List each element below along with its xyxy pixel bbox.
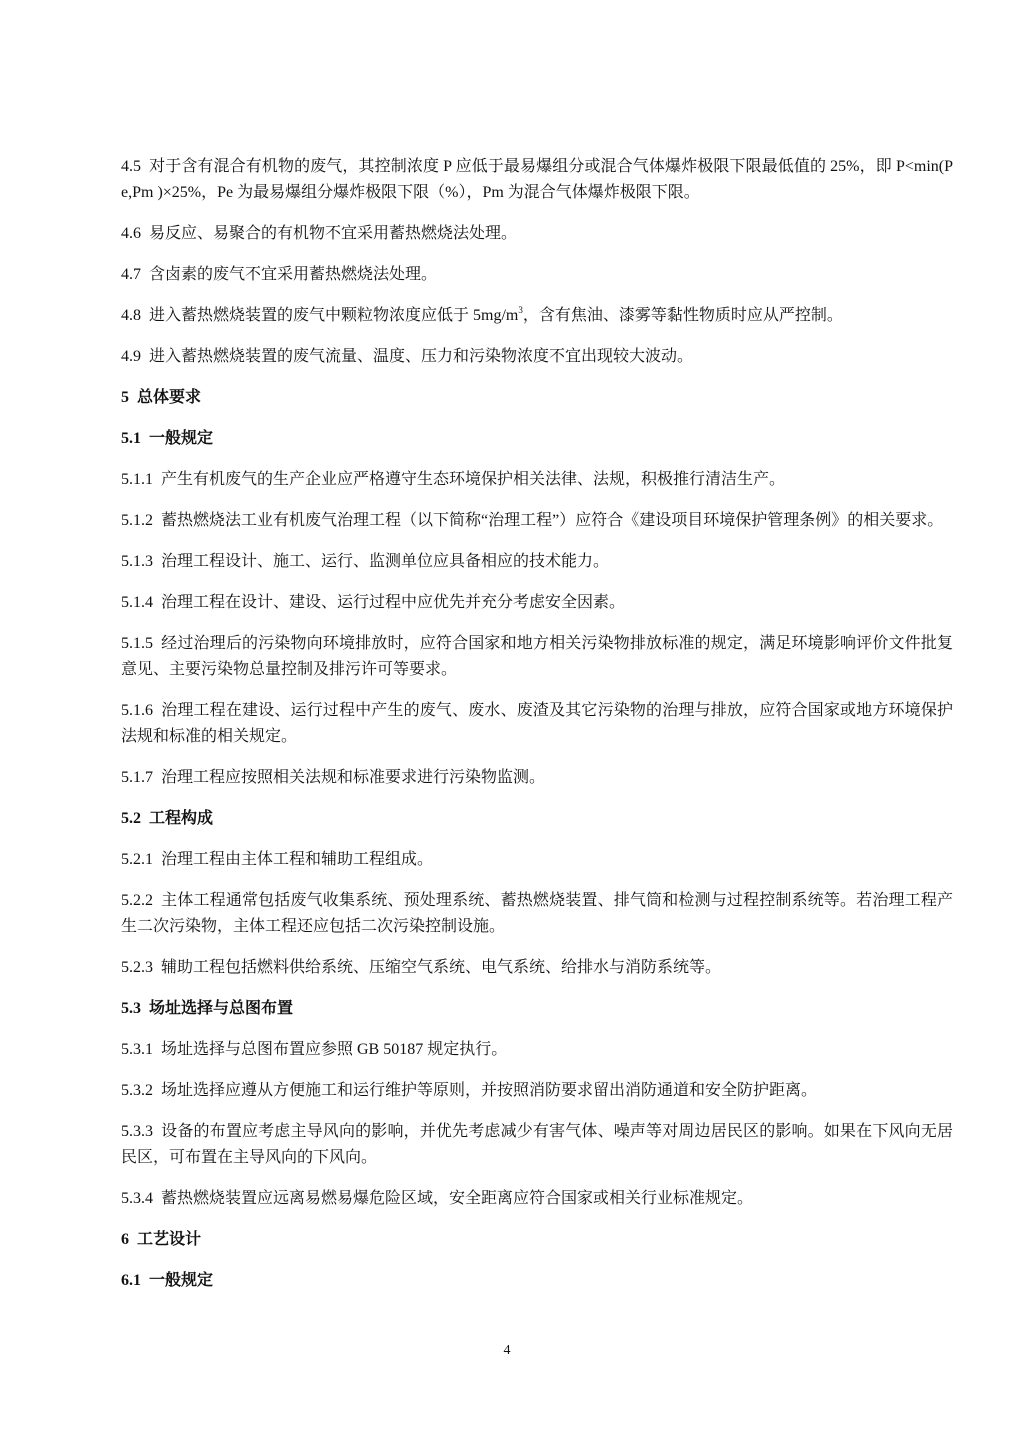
clause-text: 辅助工程包括燃料供给系统、压缩空气系统、电气系统、给排水与消防系统等。 bbox=[161, 959, 722, 976]
section-title: 场址选择与总图布置 bbox=[149, 1000, 294, 1017]
clause-text: 治理工程在建设、运行过程中产生的废气、废水、废渣及其它污染物的治理与排放，应符合国家或地方环境保护法规和标准的相关规定。 bbox=[121, 702, 953, 745]
section-heading-6-1 bbox=[121, 1268, 953, 1294]
clause-5-3-3 bbox=[121, 1119, 953, 1171]
section-number: 5 bbox=[121, 389, 129, 406]
clause-number: 5.1.1 bbox=[121, 471, 153, 488]
clause-text: 经过治理后的污染物向环境排放时，应符合国家和地方相关污染物排放标准的规定，满足环境影响评价文件批复意见、主要污染物总量控制及排污许可等要求。 bbox=[121, 635, 953, 678]
clause-number: 5.1.4 bbox=[121, 594, 153, 611]
clause-text: 进入蓄热燃烧装置的废气流量、温度、压力和污染物浓度不宜出现较大波动。 bbox=[149, 348, 694, 365]
document-body bbox=[121, 154, 953, 1294]
clause-text: 易反应、易聚合的有机物不宜采用蓄热燃烧法处理。 bbox=[149, 225, 518, 242]
clause-number: 5.2.2 bbox=[121, 892, 153, 909]
clause-text: 设备的布置应考虑主导风向的影响，并优先考虑减少有害气体、噪声等对周边居民区的影响。如果在下风向无居民区，可布置在主导风向的下风向。 bbox=[121, 1123, 953, 1166]
clause-number: 5.2.3 bbox=[121, 959, 153, 976]
section-heading-5-1 bbox=[121, 426, 953, 452]
clause-number: 5.2.1 bbox=[121, 851, 153, 868]
clause-5-1-7 bbox=[121, 765, 953, 791]
clause-5-1-3 bbox=[121, 549, 953, 575]
section-heading-5 bbox=[121, 385, 953, 411]
section-number: 5.2 bbox=[121, 810, 141, 827]
clause-number: 4.8 bbox=[121, 307, 141, 324]
clause-text: 主体工程通常包括废气收集系统、预处理系统、蓄热燃烧装置、排气筒和检测与过程控制系统等。若治理工程产生二次污染物，主体工程还应包括二次污染控制设施。 bbox=[121, 892, 953, 935]
section-title: 工程构成 bbox=[149, 810, 214, 827]
clause-5-3-4 bbox=[121, 1186, 953, 1212]
clause-number: 5.1.7 bbox=[121, 769, 153, 786]
clause-number: 4.5 bbox=[121, 158, 141, 175]
clause-text: 场址选择应遵从方便施工和运行维护等原则，并按照消防要求留出消防通道和安全防护距离。 bbox=[161, 1082, 818, 1099]
clause-5-2-3 bbox=[121, 955, 953, 981]
section-number: 6 bbox=[121, 1231, 129, 1248]
clause-5-3-2 bbox=[121, 1078, 953, 1104]
clause-4-7 bbox=[121, 262, 953, 288]
clause-text: 蓄热燃烧法工业有机废气治理工程（以下简称“治理工程”）应符合《建设项目环境保护管理条例》的相关要求。 bbox=[161, 512, 944, 529]
clause-5-3-1 bbox=[121, 1037, 953, 1063]
clause-text: 含卤素的废气不宜采用蓄热燃烧法处理。 bbox=[149, 266, 438, 283]
clause-number: 5.3.3 bbox=[121, 1123, 153, 1140]
clause-4-8 bbox=[121, 303, 953, 329]
clause-text: 场址选择与总图布置应参照 GB 50187 规定执行。 bbox=[161, 1041, 508, 1058]
section-number: 6.1 bbox=[121, 1272, 141, 1289]
clause-5-1-1 bbox=[121, 467, 953, 493]
superscript-exponent: 3 bbox=[518, 305, 523, 315]
section-number: 5.3 bbox=[121, 1000, 141, 1017]
clause-number: 5.1.5 bbox=[121, 635, 153, 652]
clause-text: 治理工程设计、施工、运行、监测单位应具备相应的技术能力。 bbox=[161, 553, 610, 570]
section-heading-5-2 bbox=[121, 806, 953, 832]
clause-4-6 bbox=[121, 221, 953, 247]
clause-number: 5.1.6 bbox=[121, 702, 153, 719]
clause-text: 治理工程在设计、建设、运行过程中应优先并充分考虑安全因素。 bbox=[161, 594, 626, 611]
clause-5-2-1 bbox=[121, 847, 953, 873]
clause-number: 4.7 bbox=[121, 266, 141, 283]
section-heading-6 bbox=[121, 1227, 953, 1253]
section-title: 一般规定 bbox=[149, 1272, 214, 1289]
section-heading-5-3 bbox=[121, 996, 953, 1022]
clause-5-1-2 bbox=[121, 508, 953, 534]
clause-4-5 bbox=[121, 154, 953, 206]
clause-text: 治理工程应按照相关法规和标准要求进行污染物监测。 bbox=[161, 769, 546, 786]
clause-5-1-5 bbox=[121, 631, 953, 683]
clause-text: 对于含有混合有机物的废气，其控制浓度 P 应低于最易爆组分或混合气体爆炸极限下限最低值的 25%，即 P<min(Pe,Pm )×25%，Pe 为最易爆组分爆炸极限下限（%），Pm 为混合气体爆炸极限下限。 bbox=[121, 158, 953, 201]
clause-number: 5.3.2 bbox=[121, 1082, 153, 1099]
section-number: 5.1 bbox=[121, 430, 141, 447]
clause-text: 蓄热燃烧装置应远离易燃易爆危险区域，安全距离应符合国家或相关行业标准规定。 bbox=[161, 1190, 754, 1207]
page-number: 4 bbox=[503, 1343, 511, 1358]
clause-text-continued: ，含有焦油、漆雾等黏性物质时应从严控制。 bbox=[522, 307, 843, 324]
clause-5-2-2 bbox=[121, 888, 953, 940]
section-title: 工艺设计 bbox=[137, 1231, 202, 1248]
clause-text: 治理工程由主体工程和辅助工程组成。 bbox=[161, 851, 434, 868]
clause-text: 进入蓄热燃烧装置的废气中颗粒物浓度应低于 5mg/m bbox=[149, 307, 519, 324]
clause-number: 4.9 bbox=[121, 348, 141, 365]
clause-5-1-6 bbox=[121, 698, 953, 750]
clause-number: 4.6 bbox=[121, 225, 141, 242]
clause-number: 5.1.2 bbox=[121, 512, 153, 529]
clause-number: 5.3.4 bbox=[121, 1190, 153, 1207]
clause-number: 5.3.1 bbox=[121, 1041, 153, 1058]
clause-number: 5.1.3 bbox=[121, 553, 153, 570]
section-title: 一般规定 bbox=[149, 430, 214, 447]
clause-text: 产生有机废气的生产企业应严格遵守生态环境保护相关法律、法规，积极推行清洁生产。 bbox=[161, 471, 786, 488]
clause-4-9 bbox=[121, 344, 953, 370]
section-title: 总体要求 bbox=[137, 389, 202, 406]
clause-5-1-4 bbox=[121, 590, 953, 616]
